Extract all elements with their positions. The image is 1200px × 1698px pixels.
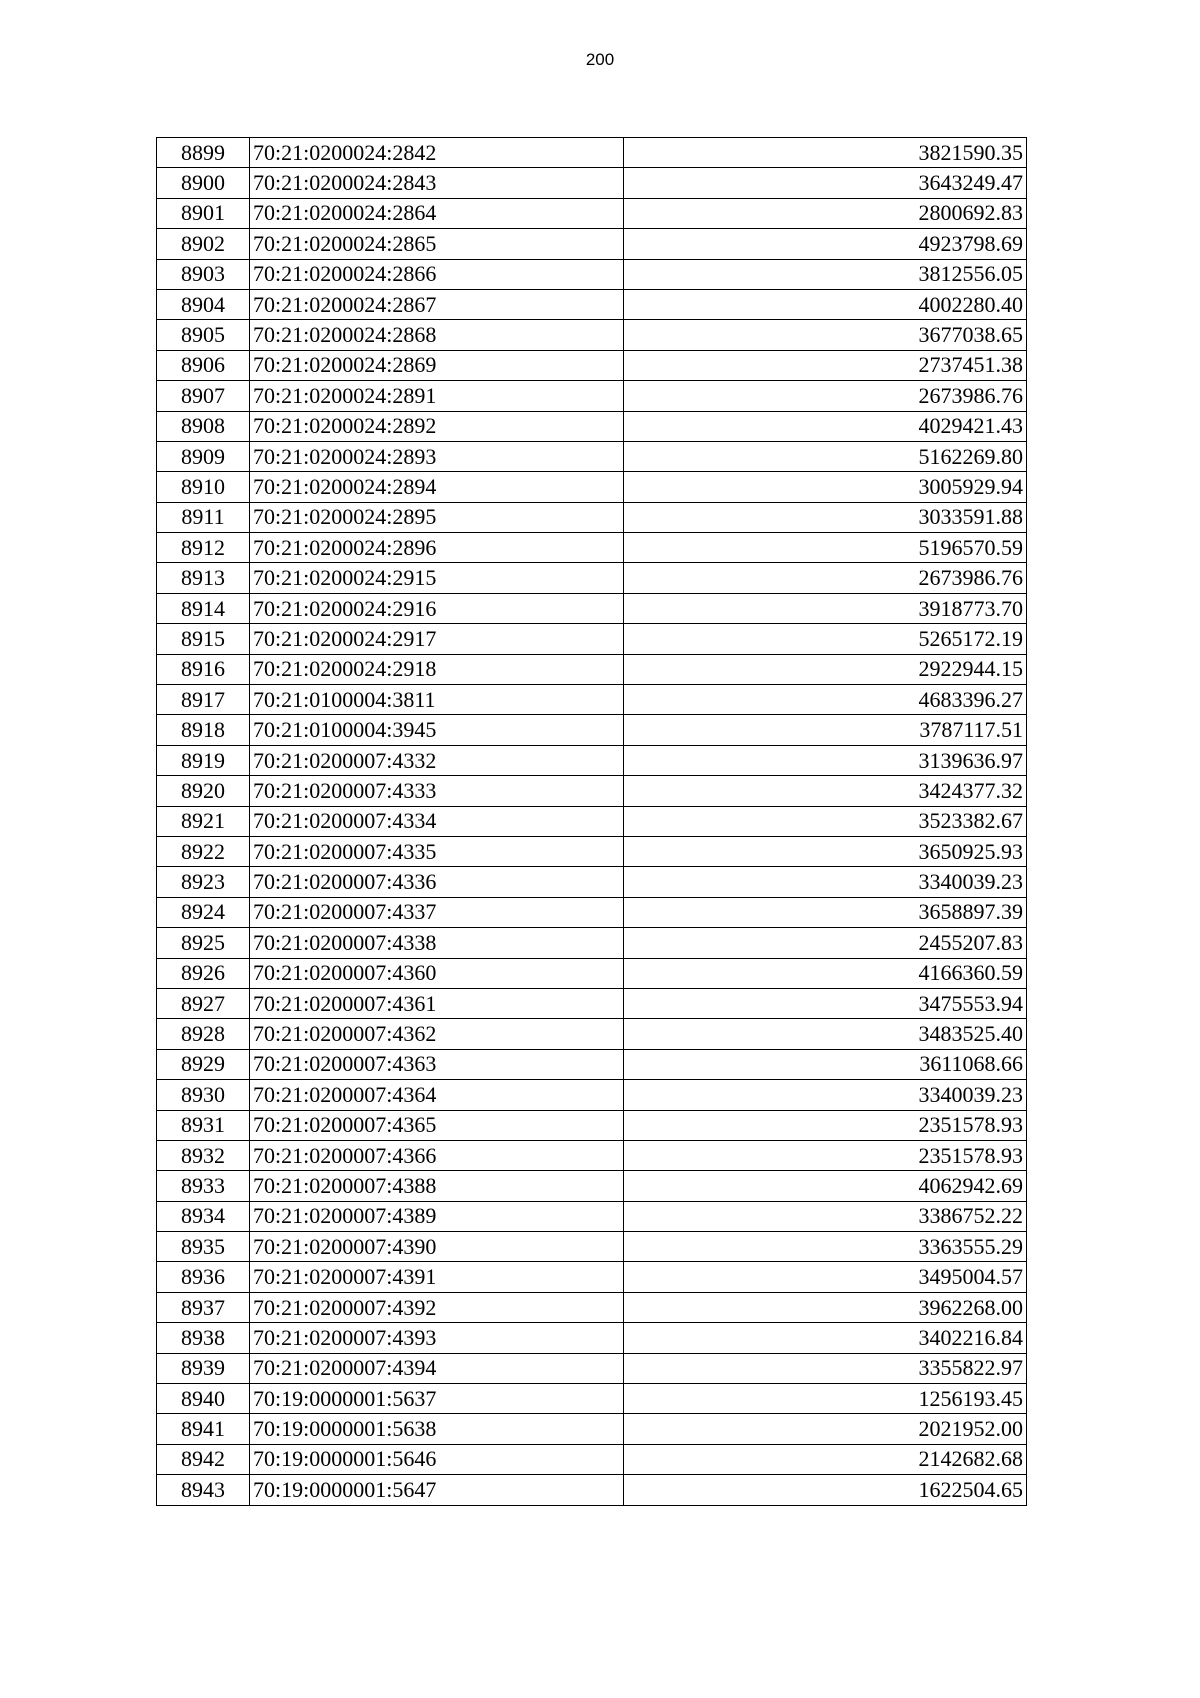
table-row [157, 350, 1027, 380]
row-number-cell: 8921 [157, 806, 250, 836]
table-row [157, 1384, 1027, 1414]
cadastral-number-cell: 70:19:0000001:5637 [250, 1384, 624, 1414]
cadastral-number-cell: 70:21:0200007:4337 [250, 897, 624, 927]
row-number-cell: 8927 [157, 988, 250, 1018]
table-row [157, 320, 1027, 350]
cadastral-value-cell: 3386752.22 [624, 1201, 1027, 1231]
cadastral-number-cell: 70:21:0200024:2894 [250, 472, 624, 502]
cadastral-value-cell: 3650925.93 [624, 836, 1027, 866]
cadastral-value-cell: 3643249.47 [624, 168, 1027, 198]
table-row [157, 533, 1027, 563]
row-number-cell: 8936 [157, 1262, 250, 1292]
row-number-cell: 8931 [157, 1110, 250, 1140]
row-number-cell: 8919 [157, 745, 250, 775]
row-number-cell: 8928 [157, 1019, 250, 1049]
row-number-cell: 8907 [157, 381, 250, 411]
cadastral-value-cell: 3611068.66 [624, 1049, 1027, 1079]
cadastral-number-cell: 70:21:0200024:2915 [250, 563, 624, 593]
table-row [157, 138, 1027, 168]
table-row [157, 1353, 1027, 1383]
row-number-cell: 8915 [157, 624, 250, 654]
table-row [157, 1080, 1027, 1110]
row-number-cell: 8924 [157, 897, 250, 927]
row-number-cell: 8909 [157, 441, 250, 471]
row-number-cell: 8905 [157, 320, 250, 350]
row-number-cell: 8935 [157, 1232, 250, 1262]
cadastral-number-cell: 70:21:0200007:4334 [250, 806, 624, 836]
row-number-cell: 8943 [157, 1475, 250, 1505]
table-row [157, 1140, 1027, 1170]
table-row [157, 806, 1027, 836]
cadastral-number-cell: 70:21:0200007:4338 [250, 928, 624, 958]
table-row [157, 1110, 1027, 1140]
cadastral-number-cell: 70:21:0200024:2917 [250, 624, 624, 654]
table-row [157, 1232, 1027, 1262]
cadastral-value-cell: 2673986.76 [624, 381, 1027, 411]
cadastral-number-cell: 70:21:0200024:2892 [250, 411, 624, 441]
cadastral-value-cell: 2922944.15 [624, 654, 1027, 684]
table-row [157, 259, 1027, 289]
table-row [157, 472, 1027, 502]
row-number-cell: 8911 [157, 502, 250, 532]
cadastral-number-cell: 70:21:0200024:2868 [250, 320, 624, 350]
cadastral-number-cell: 70:21:0200024:2842 [250, 138, 624, 168]
cadastral-number-cell: 70:21:0200007:4362 [250, 1019, 624, 1049]
cadastral-number-cell: 70:21:0200007:4335 [250, 836, 624, 866]
table-row [157, 289, 1027, 319]
cadastral-value-cell: 3139636.97 [624, 745, 1027, 775]
row-number-cell: 8910 [157, 472, 250, 502]
cadastral-value-cell: 2142682.68 [624, 1444, 1027, 1474]
cadastral-value-cell: 3402216.84 [624, 1323, 1027, 1353]
row-number-cell: 8934 [157, 1201, 250, 1231]
row-number-cell: 8939 [157, 1353, 250, 1383]
row-number-cell: 8906 [157, 350, 250, 380]
table-row [157, 928, 1027, 958]
cadastral-value-cell: 2800692.83 [624, 198, 1027, 228]
table-row [157, 1262, 1027, 1292]
cadastral-number-cell: 70:21:0200024:2864 [250, 198, 624, 228]
row-number-cell: 8904 [157, 289, 250, 319]
table-row [157, 776, 1027, 806]
row-number-cell: 8926 [157, 958, 250, 988]
cadastral-number-cell: 70:21:0100004:3945 [250, 715, 624, 745]
table-row [157, 1414, 1027, 1444]
row-number-cell: 8925 [157, 928, 250, 958]
cadastral-number-cell: 70:19:0000001:5646 [250, 1444, 624, 1474]
cadastral-number-cell: 70:21:0200007:4361 [250, 988, 624, 1018]
cadastral-value-cell: 4062942.69 [624, 1171, 1027, 1201]
cadastral-number-cell: 70:21:0200007:4366 [250, 1140, 624, 1170]
table-row [157, 836, 1027, 866]
cadastral-value-cell: 3677038.65 [624, 320, 1027, 350]
cadastral-value-cell: 3340039.23 [624, 1080, 1027, 1110]
row-number-cell: 8930 [157, 1080, 250, 1110]
cadastral-value-cell: 4923798.69 [624, 229, 1027, 259]
row-number-cell: 8900 [157, 168, 250, 198]
cadastral-value-cell: 3033591.88 [624, 502, 1027, 532]
cadastral-number-cell: 70:21:0100004:3811 [250, 685, 624, 715]
cadastral-value-cell: 4029421.43 [624, 411, 1027, 441]
row-number-cell: 8903 [157, 259, 250, 289]
cadastral-number-cell: 70:21:0200024:2916 [250, 593, 624, 623]
cadastral-value-cell: 3340039.23 [624, 867, 1027, 897]
row-number-cell: 8923 [157, 867, 250, 897]
cadastral-value-cell: 4683396.27 [624, 685, 1027, 715]
table-body [157, 138, 1027, 1506]
table-row [157, 1049, 1027, 1079]
row-number-cell: 8933 [157, 1171, 250, 1201]
cadastral-number-cell: 70:21:0200007:4336 [250, 867, 624, 897]
table-row [157, 1171, 1027, 1201]
row-number-cell: 8932 [157, 1140, 250, 1170]
cadastral-number-cell: 70:21:0200007:4392 [250, 1292, 624, 1322]
cadastral-number-cell: 70:21:0200007:4364 [250, 1080, 624, 1110]
table-row [157, 745, 1027, 775]
cadastral-value-cell: 3475553.94 [624, 988, 1027, 1018]
table-row [157, 1201, 1027, 1231]
cadastral-number-cell: 70:21:0200024:2869 [250, 350, 624, 380]
row-number-cell: 8938 [157, 1323, 250, 1353]
row-number-cell: 8920 [157, 776, 250, 806]
table-row [157, 441, 1027, 471]
row-number-cell: 8937 [157, 1292, 250, 1322]
table-row [157, 988, 1027, 1018]
cadastral-value-cell: 5162269.80 [624, 441, 1027, 471]
table-row [157, 168, 1027, 198]
cadastral-number-cell: 70:21:0200024:2866 [250, 259, 624, 289]
cadastral-number-cell: 70:21:0200007:4363 [250, 1049, 624, 1079]
cadastral-value-cell: 3363555.29 [624, 1232, 1027, 1262]
cadastral-number-cell: 70:21:0200024:2867 [250, 289, 624, 319]
row-number-cell: 8912 [157, 533, 250, 563]
table-row [157, 502, 1027, 532]
cadastral-number-cell: 70:21:0200007:4389 [250, 1201, 624, 1231]
cadastral-number-cell: 70:21:0200024:2896 [250, 533, 624, 563]
cadastral-value-cell: 3787117.51 [624, 715, 1027, 745]
cadastral-number-cell: 70:21:0200024:2891 [250, 381, 624, 411]
row-number-cell: 8918 [157, 715, 250, 745]
row-number-cell: 8940 [157, 1384, 250, 1414]
cadastral-value-cell: 3005929.94 [624, 472, 1027, 502]
cadastral-value-cell: 2455207.83 [624, 928, 1027, 958]
table-row [157, 1292, 1027, 1322]
cadastral-value-cell: 3355822.97 [624, 1353, 1027, 1383]
cadastral-number-cell: 70:21:0200024:2893 [250, 441, 624, 471]
table-row [157, 198, 1027, 228]
table-row [157, 654, 1027, 684]
row-number-cell: 8902 [157, 229, 250, 259]
cadastral-number-cell: 70:21:0200024:2895 [250, 502, 624, 532]
cadastral-value-cell: 4002280.40 [624, 289, 1027, 319]
table-row [157, 381, 1027, 411]
cadastral-number-cell: 70:19:0000001:5647 [250, 1475, 624, 1505]
cadastral-number-cell: 70:21:0200007:4333 [250, 776, 624, 806]
cadastral-number-cell: 70:21:0200007:4393 [250, 1323, 624, 1353]
cadastral-value-cell: 3658897.39 [624, 897, 1027, 927]
cadastral-value-cell: 3483525.40 [624, 1019, 1027, 1049]
cadastral-value-cell: 3821590.35 [624, 138, 1027, 168]
table-row [157, 593, 1027, 623]
cadastral-value-cell: 2737451.38 [624, 350, 1027, 380]
cadastral-value-cell: 5265172.19 [624, 624, 1027, 654]
row-number-cell: 8901 [157, 198, 250, 228]
cadastral-value-cell: 3962268.00 [624, 1292, 1027, 1322]
cadastral-number-cell: 70:21:0200007:4394 [250, 1353, 624, 1383]
table-row [157, 958, 1027, 988]
row-number-cell: 8942 [157, 1444, 250, 1474]
cadastral-value-cell: 3918773.70 [624, 593, 1027, 623]
table-row [157, 715, 1027, 745]
table-row [157, 867, 1027, 897]
row-number-cell: 8913 [157, 563, 250, 593]
row-number-cell: 8908 [157, 411, 250, 441]
cadastral-value-cell: 5196570.59 [624, 533, 1027, 563]
table-row [157, 897, 1027, 927]
cadastral-number-cell: 70:21:0200007:4360 [250, 958, 624, 988]
cadastral-value-cell: 4166360.59 [624, 958, 1027, 988]
table-row [157, 624, 1027, 654]
cadastral-number-cell: 70:21:0200007:4391 [250, 1262, 624, 1292]
table-row [157, 1323, 1027, 1353]
row-number-cell: 8916 [157, 654, 250, 684]
row-number-cell: 8941 [157, 1414, 250, 1444]
table-row [157, 229, 1027, 259]
table-row [157, 563, 1027, 593]
cadastral-value-cell: 3523382.67 [624, 806, 1027, 836]
cadastral-number-cell: 70:21:0200007:4332 [250, 745, 624, 775]
cadastral-value-cell: 2673986.76 [624, 563, 1027, 593]
row-number-cell: 8899 [157, 138, 250, 168]
table-row [157, 411, 1027, 441]
cadastral-value-cell: 1256193.45 [624, 1384, 1027, 1414]
cadastral-value-cell: 3424377.32 [624, 776, 1027, 806]
table-row [157, 1475, 1027, 1505]
cadastral-value-cell: 2021952.00 [624, 1414, 1027, 1444]
table-row [157, 1019, 1027, 1049]
row-number-cell: 8914 [157, 593, 250, 623]
cadastral-number-cell: 70:21:0200007:4365 [250, 1110, 624, 1140]
row-number-cell: 8922 [157, 836, 250, 866]
cadastral-number-cell: 70:21:0200007:4390 [250, 1232, 624, 1262]
row-number-cell: 8929 [157, 1049, 250, 1079]
cadastral-number-cell: 70:21:0200024:2843 [250, 168, 624, 198]
cadastral-number-cell: 70:21:0200007:4388 [250, 1171, 624, 1201]
page-number: 200 [585, 50, 615, 69]
cadastral-number-cell: 70:19:0000001:5638 [250, 1414, 624, 1444]
table-row [157, 1444, 1027, 1474]
cadastral-number-cell: 70:21:0200024:2865 [250, 229, 624, 259]
cadastral-value-cell: 2351578.93 [624, 1140, 1027, 1170]
cadastral-value-cell: 1622504.65 [624, 1475, 1027, 1505]
cadastral-value-cell: 2351578.93 [624, 1110, 1027, 1140]
table-row [157, 685, 1027, 715]
cadastral-value-cell: 3495004.57 [624, 1262, 1027, 1292]
row-number-cell: 8917 [157, 685, 250, 715]
cadastral-number-cell: 70:21:0200024:2918 [250, 654, 624, 684]
cadastral-value-table [156, 137, 1027, 1506]
cadastral-value-cell: 3812556.05 [624, 259, 1027, 289]
